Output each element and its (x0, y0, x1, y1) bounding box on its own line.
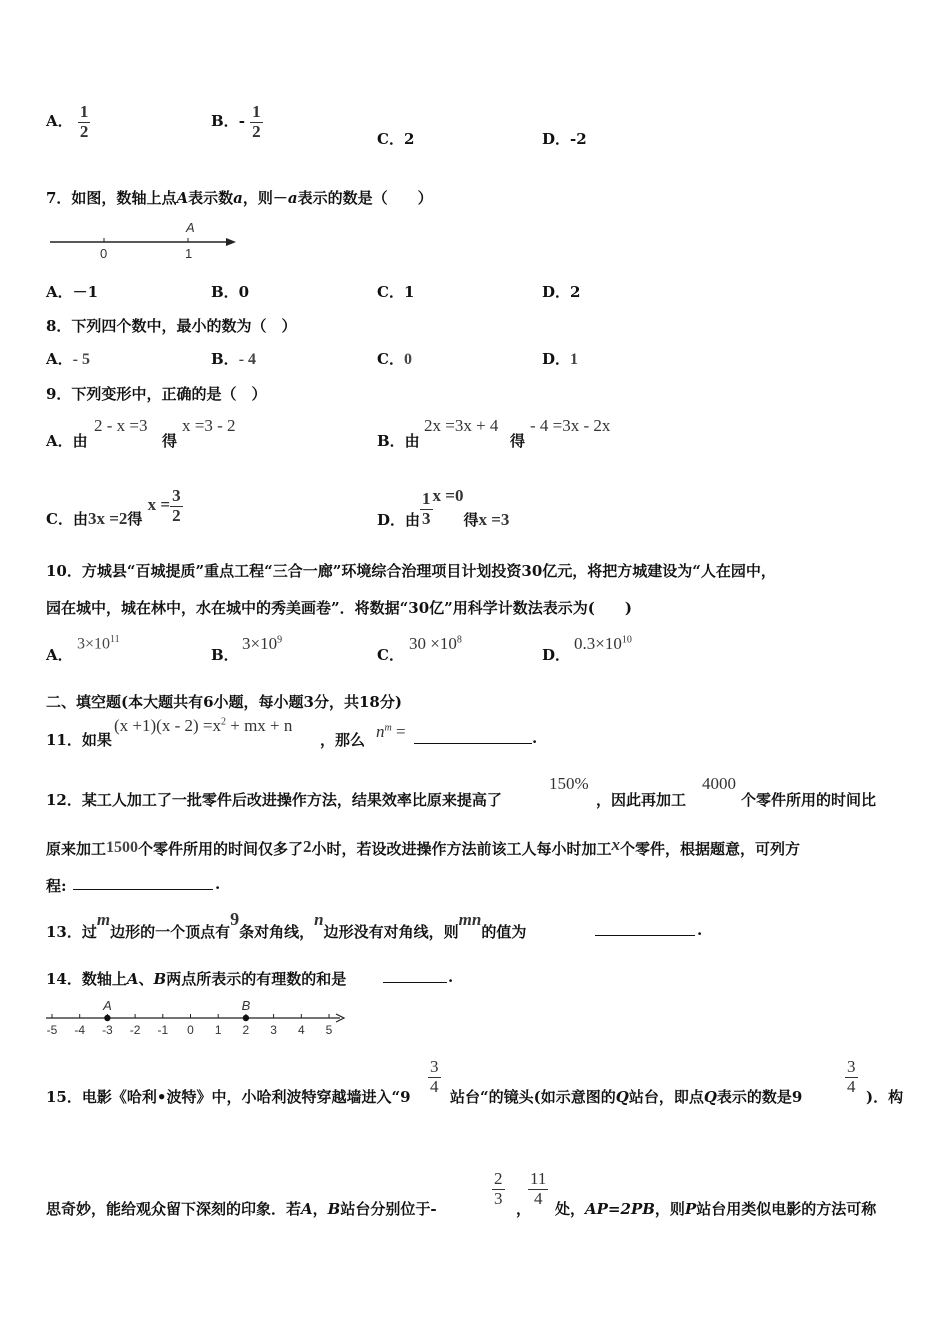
point-B (243, 1015, 249, 1021)
q11-expr: $(x +1)(x - 2) =x^2$ + mx + n (114, 716, 293, 735)
tick-label: 5 (325, 1023, 333, 1037)
q9-option-a-expr1: 2 - x =3 (94, 416, 148, 435)
q7-stem: 7．如图，数轴上点A表示数a，则－a表示的数是（ ） (46, 189, 433, 207)
tick-label: 4 (297, 1023, 305, 1037)
q8-option-d: D．1 (542, 350, 579, 368)
fraction: $\frac{1}{2}$ (252, 102, 261, 141)
tick-label: -5 (46, 1023, 58, 1037)
q11-end: . (532, 729, 538, 747)
q11-answer-blank[interactable] (414, 729, 532, 744)
q14-answer-blank[interactable] (383, 968, 447, 983)
point-label-A: A (103, 998, 112, 1013)
q9-option-c: C．由3x =2得 x = $\frac{3}{2}$ (46, 486, 181, 529)
q10-option-d-value: $0.3\times 10^{10}$ (574, 634, 632, 653)
q7-option-b: B．0 (211, 283, 250, 301)
q15-line1-mid: 站台“的镜头(如示意图的Q站台，即点Q表示的数是9 (450, 1088, 803, 1106)
q11-pre: 11．如果 (46, 731, 112, 749)
q9-option-b-label: B．由 (377, 432, 420, 450)
q12-4000: 4000 (702, 774, 736, 793)
q14-number-line (40, 994, 360, 1038)
q13-end: . (697, 921, 703, 939)
q7-option-d: D．2 (542, 283, 581, 301)
point-A (104, 1015, 110, 1021)
q7-option-c: C．1 (377, 283, 415, 301)
tick-label: -2 (129, 1023, 141, 1037)
q6-option-d: D．-2 (542, 130, 587, 148)
q6-option-b: B．- $\frac{1}{2}$ (211, 102, 261, 141)
tick-label: -1 (157, 1023, 169, 1037)
q10-line2: 园在城中，城在林中，水在城中的秀美画卷”．将数据“30亿”用科学计数法表示为( ) (46, 599, 632, 617)
q12-end: . (215, 875, 221, 893)
tick-label-1: 1 (185, 246, 193, 261)
tick-label: 2 (242, 1023, 250, 1037)
q10-option-b-label: B． (211, 646, 239, 664)
q15-line2-pre: 思奇妙，能给观众留下深刻的印象．若A，B站台分别位于- (46, 1200, 437, 1218)
section-2-title: 二、填空题(本大题共有6小题，每小题3分，共18分) (46, 693, 402, 711)
q14-end: . (448, 968, 454, 986)
q9-option-d: D．由 $\frac{1}{3}$ x =0得x =3 (377, 486, 510, 530)
q10-option-b-value: $3\times 10^9$ (242, 634, 283, 653)
q12-mid: ，因此再加工 (596, 791, 687, 809)
q7-option-a: A．－1 (46, 283, 99, 301)
q11-mid: ，那么 (320, 731, 366, 749)
q15-frac1: $\frac{3}{4}$ (430, 1057, 439, 1096)
tick-label: 3 (270, 1023, 277, 1037)
point-label-B: B (241, 998, 251, 1013)
q15-frac2: $\frac{3}{4}$ (847, 1057, 856, 1096)
q15-line1: 15．电影《哈利•波特》中，小哈利波特穿越墙进入“9 (46, 1088, 411, 1106)
q8-option-b: B．- 4 (211, 350, 257, 368)
q12-post: 个零件所用的时间比 (741, 791, 877, 809)
q12-line2: 原来加工1500个零件所用的时间仅多了2小时，若设改进操作方法前该工人每小时加工x个零件，根据题意，可列方 (46, 835, 801, 858)
q10-option-a-value: $3\times 10^{11}$ (77, 634, 120, 653)
q10-line1: 10．方城县“百城提质”重点工程“三合一廊”环境综合治理项目计划投资30亿元，将把方城建设为“人在园中， (46, 562, 776, 580)
tick-label-0: 0 (100, 246, 108, 261)
q15-line1-post: )．构 (866, 1088, 904, 1106)
q15-frac4: $\frac{11}{4}$ (530, 1169, 547, 1208)
fraction: $\frac{1}{3}$ (422, 489, 431, 528)
q11-nm: $n^m$ = (376, 722, 406, 741)
q12-line3: 程: (46, 877, 67, 895)
q6-option-a: A． $\frac{1}{2}$ (46, 102, 89, 141)
q7-number-line (46, 218, 246, 264)
q14-text: 14．数轴上A、B两点所表示的有理数的和是 (46, 970, 347, 988)
tick-label: 1 (214, 1023, 222, 1037)
q10-option-d-label: D． (542, 646, 571, 664)
fraction: $\frac{3}{2}$ (172, 486, 181, 525)
fraction: $\frac{1}{2}$ (79, 102, 89, 141)
q9-option-b-de: 得 (510, 432, 526, 450)
q9-option-a-expr2: x =3 - 2 (182, 416, 236, 435)
tick-label: 0 (187, 1023, 194, 1037)
q13-text: 13．过m边形的一个顶点有9条对角线，n边形没有对角线，则mn的值为 (46, 909, 527, 941)
q10-option-a-label: A． (46, 646, 73, 664)
q10-option-c-label: C． (377, 646, 404, 664)
q15-frac3: $\frac{2}{3}$ (494, 1169, 503, 1208)
q12-pre: 12．某工人加工了一批零件后改进操作方法，结果效率比原来提高了 (46, 791, 502, 809)
q9-option-b-expr1: 2x =3x + 4 (424, 416, 499, 435)
arrow-head (226, 238, 236, 246)
point-label-a: A (186, 220, 195, 235)
q8-option-a: A．- 5 (46, 350, 90, 368)
tick-label: -4 (74, 1023, 86, 1037)
q9-option-b-expr2: - 4 =3x - 2x (530, 416, 611, 435)
q12-answer-blank[interactable] (73, 875, 213, 890)
q9-option-a-de: 得 (162, 432, 178, 450)
q8-option-c: C．0 (377, 350, 412, 368)
q9-stem: 9．下列变形中，正确的是（ ） (46, 385, 267, 403)
q12-percent: 150% (549, 774, 589, 793)
q15-line2-post: 处，AP=2PB，则P站台用类似电影的方法可称 (555, 1200, 877, 1218)
tick-label: -3 (102, 1023, 113, 1037)
q15-sep: ， (516, 1200, 532, 1218)
q6-option-c: C．2 (377, 130, 415, 148)
q8-stem: 8．下列四个数中，最小的数为（ ） (46, 317, 297, 335)
q9-option-a-label: A．由 (46, 432, 88, 450)
q10-option-c-value: $30 \times 10^8$ (409, 634, 462, 653)
q13-answer-blank[interactable] (595, 921, 695, 936)
